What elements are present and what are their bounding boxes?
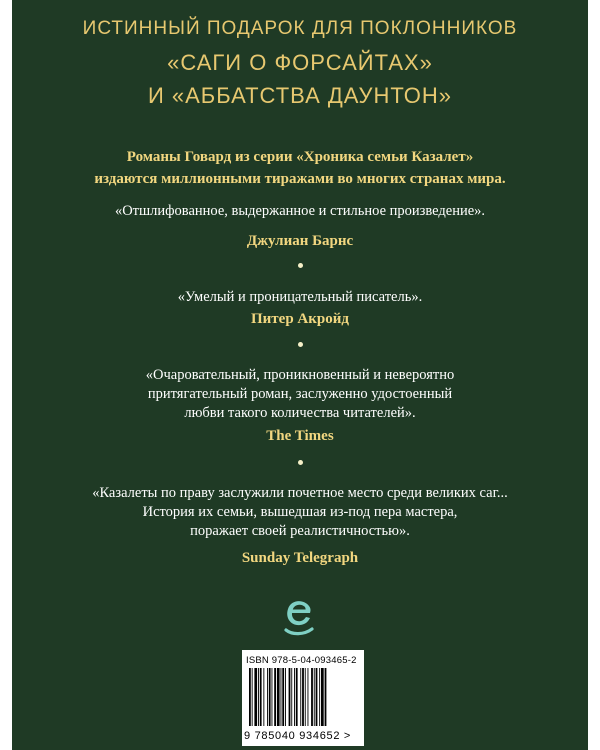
barcode-bar bbox=[291, 668, 292, 726]
barcode-bar bbox=[267, 668, 268, 726]
review-quote-line: История их семьи, вышедшая из-под пера мастера, bbox=[142, 504, 458, 520]
barcode-panel bbox=[242, 650, 364, 746]
barcode-bar bbox=[321, 668, 324, 726]
review-author: Джулиан Барнс bbox=[246, 233, 354, 249]
barcode-bar bbox=[274, 668, 276, 726]
review-quote-line: поражает своей реалистичностью». bbox=[190, 523, 410, 539]
barcode-bar bbox=[258, 668, 259, 726]
barcode-bar bbox=[296, 668, 298, 726]
review-quote-line: «Казалеты по праву заслужили почетное место среди великих саг... bbox=[92, 485, 508, 501]
barcode-bar bbox=[282, 668, 284, 726]
barcode-bar bbox=[281, 668, 282, 726]
barcode-bar bbox=[302, 668, 304, 726]
barcode-bar bbox=[269, 668, 271, 726]
review-quote-line: любви такого количества читателей». bbox=[184, 405, 416, 421]
headline-line-1: ИСТИННЫЙ ПОДАРОК ДЛЯ ПОКЛОННИКОВ bbox=[82, 18, 518, 39]
barcode-bar bbox=[289, 668, 291, 726]
headline-line-3: И «АББАТСТВА ДАУНТОН» bbox=[147, 83, 453, 108]
review-author: Sunday Telegraph bbox=[241, 550, 359, 566]
barcode-bar bbox=[260, 668, 262, 726]
review-author: Питер Акройд bbox=[251, 311, 349, 327]
book-back-cover bbox=[12, 0, 588, 750]
barcode-bar bbox=[254, 668, 257, 726]
barcode-bar bbox=[305, 668, 306, 726]
barcode-bar bbox=[300, 668, 301, 726]
barcode-bar bbox=[319, 668, 320, 726]
barcode-bar bbox=[311, 668, 313, 726]
barcode-bar bbox=[249, 668, 251, 726]
eksmo-logo-icon bbox=[282, 596, 316, 636]
barcode-digits: 9 785040 934652 > bbox=[244, 730, 352, 742]
headline-line-2: «САГИ О ФОРСАЙТАХ» bbox=[167, 50, 433, 75]
barcode-image bbox=[246, 668, 358, 726]
barcode-bar bbox=[308, 668, 309, 726]
barcode-bar bbox=[272, 668, 273, 726]
separator-dot bbox=[298, 460, 303, 465]
separator-dot bbox=[298, 263, 303, 268]
intro-line-1: Романы Говард из серии «Хроника семьи Казалет» bbox=[126, 149, 474, 165]
isbn-text: ISBN 978-5-04-093465-2 bbox=[246, 655, 357, 666]
review-quote-line: притягательный роман, заслуженно удостоенный bbox=[147, 386, 453, 402]
barcode-bar bbox=[252, 668, 253, 726]
barcode-bar bbox=[285, 668, 286, 726]
barcode-bar bbox=[294, 668, 295, 726]
review-quote-line: «Умелый и проницательный писатель». bbox=[177, 289, 423, 305]
barcode-bar bbox=[325, 668, 327, 726]
barcode-bar bbox=[277, 668, 280, 726]
barcode-bar bbox=[263, 668, 264, 726]
barcode-bar bbox=[316, 668, 318, 726]
intro-line-2: издаются миллионными тиражами во многих странах мира. bbox=[94, 171, 506, 187]
review-quote-line: «Очаровательный, проникновенный и невероятно bbox=[145, 367, 455, 383]
review-quote-line: «Отшлифованное, выдержанное и стильное произведение». bbox=[114, 203, 486, 219]
review-author: The Times bbox=[266, 428, 334, 444]
barcode-bar bbox=[314, 668, 315, 726]
separator-dot bbox=[298, 342, 303, 347]
